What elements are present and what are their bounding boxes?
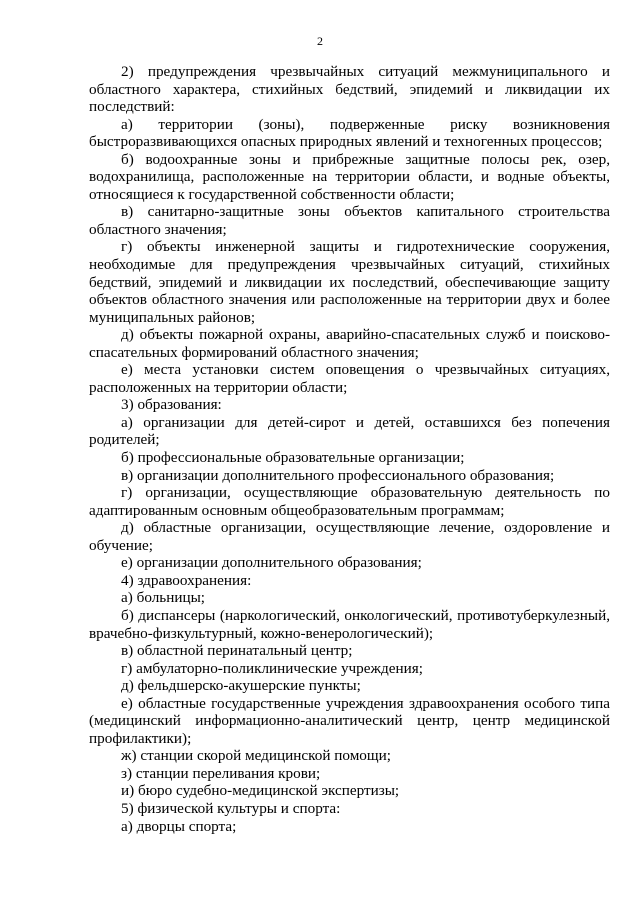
paragraph-orphan-organizations: а) организации для детей-сирот и детей, оставшихся без попечения родителей;	[89, 413, 610, 449]
paragraph-item-5-sports: 5) физической культуры и спорта:	[121, 799, 341, 817]
paragraph-additional-education: е) организации дополнительного образования;	[121, 554, 422, 572]
paragraph-adapted-programs: г) организации, осуществляющие образовательную деятельность по адаптированным основным общеобразовательным программам;	[89, 484, 610, 519]
paragraph-blood-transfusion: з) станции переливания крови;	[121, 764, 321, 782]
document-body	[89, 63, 610, 835]
paragraph-feldsher-stations: д) фельдшерско-акушерские пункты;	[121, 677, 361, 695]
paragraph-ambulance-stations: ж) станции скорой медицинской помощи;	[121, 747, 391, 765]
paragraph-sanitary-zones: в) санитарно-защитные зоны объектов капитального строительства областного значения;	[89, 203, 610, 238]
paragraph-water-protection-zones: б) водоохранные зоны и прибрежные защитные полосы рек, озер, водохранилища, расположенные на территории области, и водные объекты, относящиеся к государственной собственности области;	[89, 150, 610, 203]
paragraph-engineering-protection: г) объекты инженерной защиты и гидротехнические сооружения, необходимые для предупреждения чрезвычайных ситуаций, стихийных бедствий, эпидемий и ликвидации их последствий, обеспечивающие защиту объектов областного значения или расположенные на территории двух и более муниципальных районов;	[89, 238, 610, 326]
paragraph-item-4-healthcare: 4) здравоохранения:	[121, 571, 252, 589]
paragraph-special-healthcare: е) областные государственные учреждения здравоохранения особого типа (медицинский информационно-аналитический центр, центр медицинской профилактики);	[89, 694, 610, 747]
paragraph-warning-systems: е) места установки систем оповещения о чрезвычайных ситуациях, расположенных на территории области;	[89, 361, 610, 396]
paragraph-item-2-emergencies: 2) предупреждения чрезвычайных ситуаций межмуниципального и областного характера, стихийных бедствий, эпидемий и ликвидации их последствий:	[89, 63, 610, 116]
paragraph-outpatient-clinics: г) амбулаторно-поликлинические учреждения;	[121, 659, 423, 677]
paragraph-dispensaries: б) диспансеры (наркологический, онкологический, противотуберкулезный, врачебно-физкультурный, кожно-венерологический);	[89, 606, 610, 642]
paragraph-risk-territories: а) территории (зоны), подверженные риску возникновения быстроразвивающихся опасных природных явлений и техногенных процессов;	[89, 115, 610, 151]
paragraph-item-3-education: 3) образования:	[121, 396, 222, 414]
paragraph-sports-palaces: а) дворцы спорта;	[121, 817, 237, 835]
paragraph-perinatal-center: в) областной перинатальный центр;	[121, 642, 353, 660]
page-number: 2	[317, 34, 323, 48]
paragraph-professional-education: б) профессиональные образовательные организации;	[121, 449, 465, 467]
paragraph-hospitals: а) больницы;	[121, 589, 206, 607]
paragraph-forensic-bureau: и) бюро судебно-медицинской экспертизы;	[121, 782, 400, 800]
paragraph-additional-professional-education: в) организации дополнительного профессионального образования;	[121, 466, 555, 484]
paragraph-treatment-organizations: д) областные организации, осуществляющие лечение, оздоровление и обучение;	[89, 519, 610, 554]
paragraph-fire-protection: д) объекты пожарной охраны, аварийно-спасательных служб и поисково-спасательных формирований областного значения;	[89, 326, 610, 361]
